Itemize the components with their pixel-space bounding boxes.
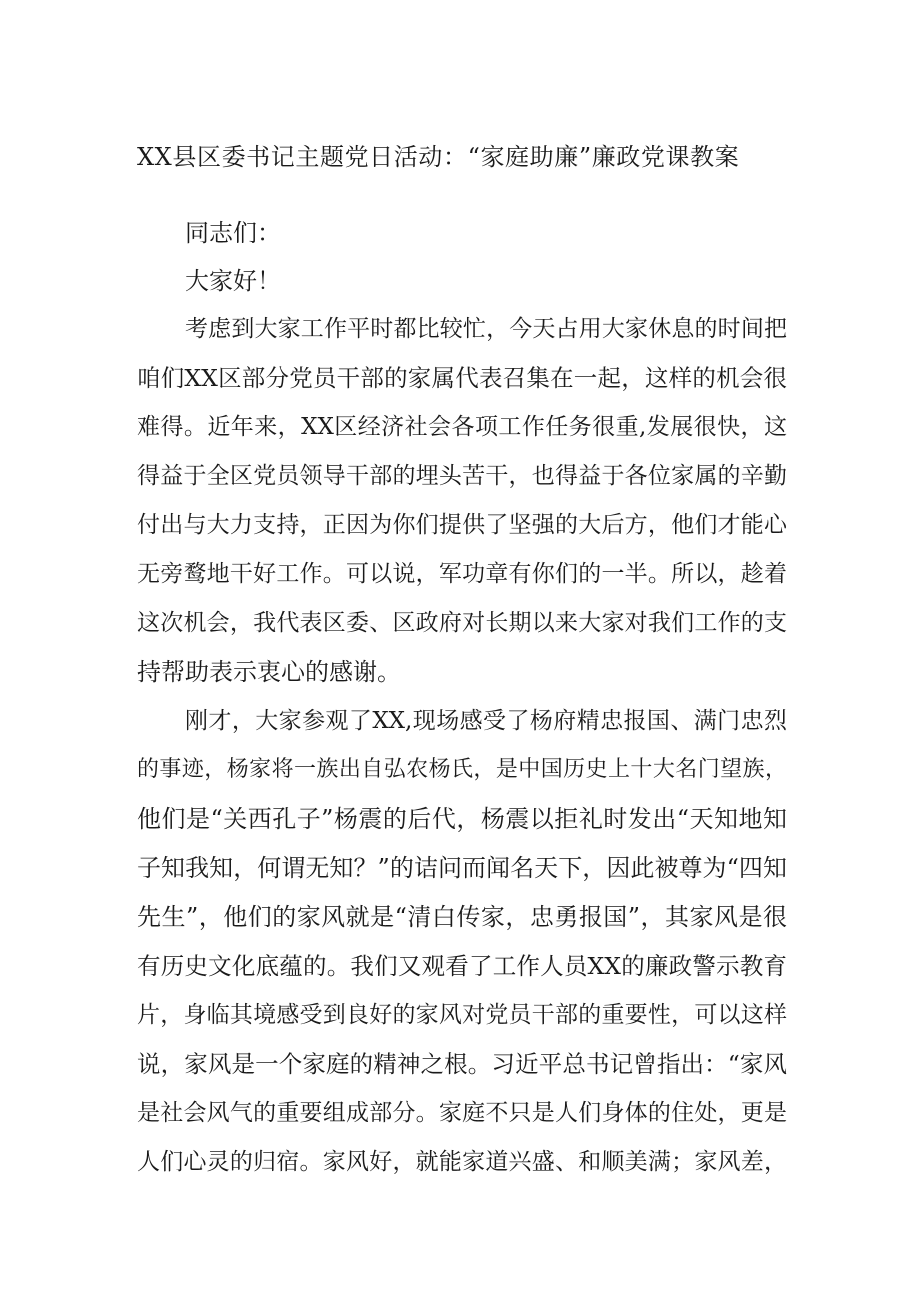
paragraph2-line: 片，身临其境感受到良好的家风对党员干部的重要性，可以这样 — [137, 1002, 787, 1028]
paragraph2-line: 子知我知，何谓无知？”的诘问而闻名天下，因此被尊为“四知 — [137, 854, 787, 882]
paragraph1-line: 付出与大力支持，正因为你们提供了坚强的大后方，他们才能心 — [137, 512, 787, 538]
paragraph1-line: 难得。近年来，XX区经济社会各项工作任务很重,发展很快，这 — [137, 414, 787, 440]
paragraph2-line: 他们是“关西孔子”杨震的后代，杨震以拒礼时发出“天知地知 — [137, 805, 787, 833]
paragraph1-line: 得益于全区党员领导干部的埋头苦干，也得益于各位家属的辛勤 — [137, 463, 787, 489]
paragraph1-line: 无旁鹜地干好工作。可以说，军功章有你们的一半。所以，趁着 — [137, 561, 787, 587]
paragraph1-line: 持帮助表示衷心的感谢。 — [137, 658, 401, 686]
paragraph2-line: 有历史文化底蕴的。我们又观看了工作人员XX的廉政警示教育 — [137, 952, 787, 980]
paragraph2-line: 说，家风是一个家庭的精神之根。习近平总书记曾指出：“家风 — [137, 1050, 787, 1078]
paragraph2-line: 先生”，他们的家风就是“清白传家，忠勇报国”，其家风是很 — [137, 903, 787, 931]
salutation: 同志们： — [185, 219, 281, 247]
paragraph1-line: 咱们XX区部分党员干部的家属代表召集在一起，这样的机会很 — [137, 364, 787, 392]
document-title: XX县区委书记主题党日活动：“家庭助廉”廉政党课教案 — [137, 143, 740, 171]
paragraph2-line: 是社会风气的重要组成部分。家庭不只是人们身体的住处，更是 — [137, 1100, 787, 1126]
paragraph2-line: 人们心灵的归宿。家风好，就能家道兴盛、和顺美满；家风差， — [137, 1149, 787, 1175]
paragraph1-line: 考虑到大家工作平时都比较忙，今天占用大家休息的时间把 — [185, 316, 787, 342]
paragraph2-line: 的事迹，杨家将一族出自弘农杨氏，是中国历史上十大名门望族， — [137, 757, 787, 782]
paragraph1-line: 这次机会，我代表区委、区政府对长期以来大家对我们工作的支 — [137, 610, 787, 636]
paragraph2-line: 刚才，大家参观了XX,现场感受了杨府精忠报国、满门忠烈 — [185, 708, 787, 734]
greeting: 大家好！ — [185, 267, 281, 295]
